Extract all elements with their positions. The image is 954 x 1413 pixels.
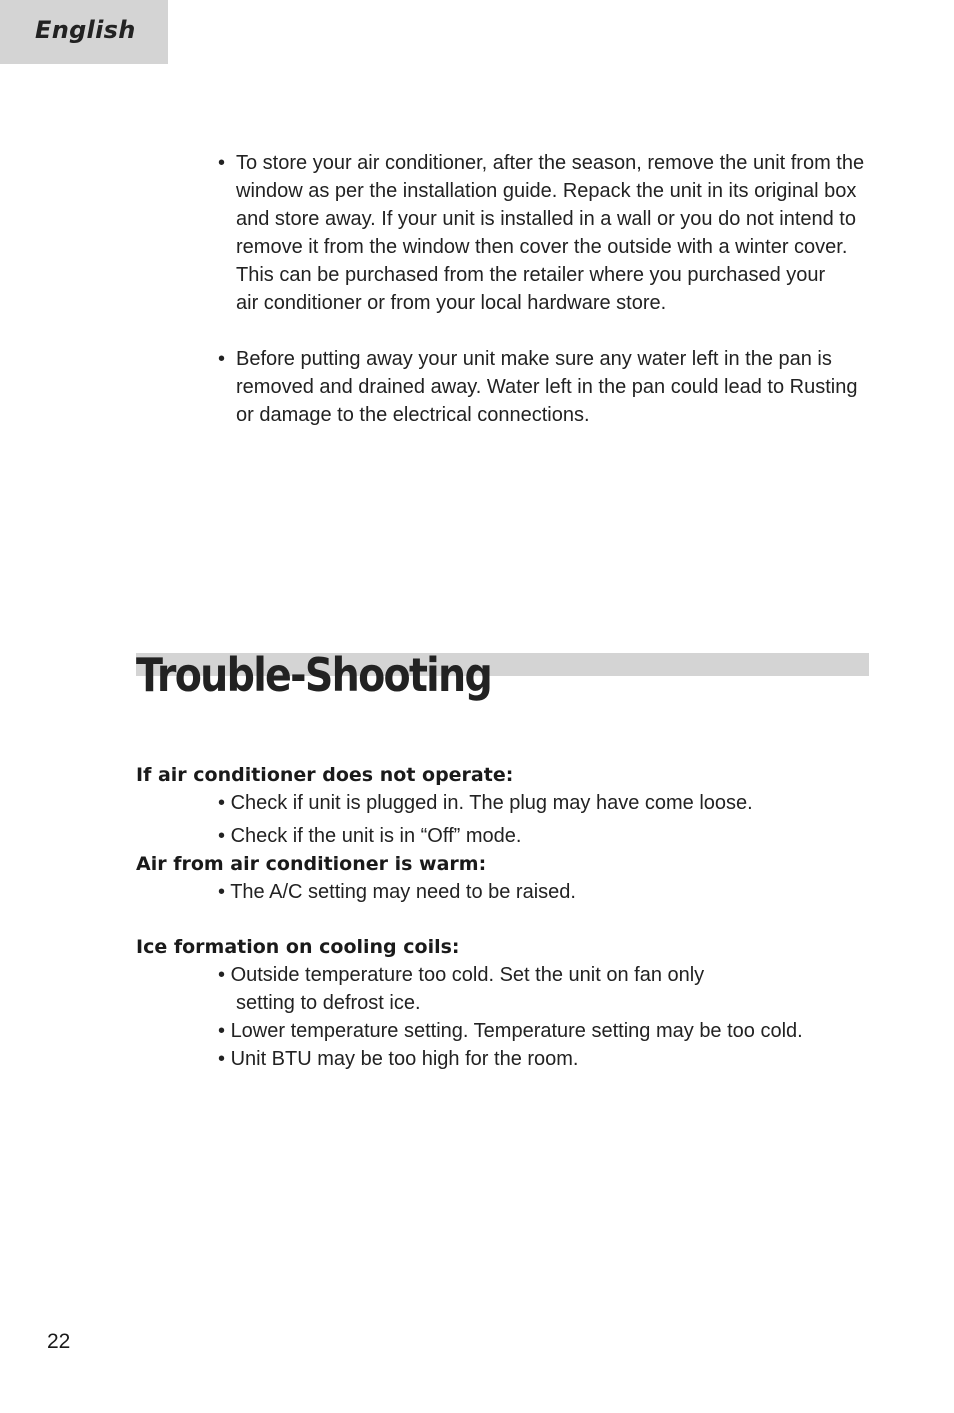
storage-bullet-1 (218, 149, 878, 317)
bullet-line: window as per the installation guide. Repack the unit in its original box (236, 180, 857, 202)
page-number: 22 (47, 1330, 71, 1353)
item-text: The A/C setting may need to be raised. (230, 881, 576, 903)
bullet-dot: • (218, 792, 231, 814)
bullet-line: air conditioner or from your local hardware store. (236, 292, 667, 314)
language-tab (0, 0, 168, 64)
issue-item (218, 878, 576, 906)
issue-heading: Air from air conditioner is warm: (136, 853, 487, 875)
bullet-text: Before putting away your unit make sure any water left in the pan is (236, 348, 832, 370)
language-label: English (35, 16, 136, 44)
bullet-dot: • (218, 964, 231, 986)
bullet-line (218, 345, 878, 373)
bullet-line: and store away. If your unit is installed in a wall or you do not intend to (236, 208, 856, 230)
issue-item (218, 1045, 579, 1073)
bullet-dot: • (218, 152, 226, 174)
item-text: Check if the unit is in “Off” mode. (230, 825, 522, 847)
bullet-dot: • (218, 825, 231, 847)
issue-item (218, 961, 704, 1017)
issue-heading: Ice formation on cooling coils: (136, 936, 460, 958)
bullet-line: remove it from the window then cover the outside with a winter cover. (236, 236, 848, 258)
bullet-line (218, 149, 878, 177)
item-continuation: setting to defrost ice. (236, 992, 421, 1014)
bullet-line: or damage to the electrical connections. (236, 404, 590, 426)
bullet-dot: • (218, 1048, 231, 1070)
bullet-text: To store your air conditioner, after the season, remove the unit from the (236, 152, 865, 174)
storage-bullet-2 (218, 345, 878, 429)
bullet-dot: • (218, 1020, 231, 1042)
issue-item (218, 1017, 803, 1045)
bullet-dot: • (218, 881, 231, 903)
bullet-line: This can be purchased from the retailer where you purchased your (236, 264, 826, 286)
item-text: Check if unit is plugged in. The plug may have come loose. (230, 792, 753, 814)
issue-item (218, 822, 521, 850)
issue-heading: If air conditioner does not operate: (136, 764, 514, 786)
bullet-dot: • (218, 348, 226, 370)
issue-item (218, 789, 753, 817)
bullet-line: removed and drained away. Water left in the pan could lead to Rusting (236, 376, 858, 398)
section-title: Trouble-Shooting (136, 648, 492, 702)
item-text: Outside temperature too cold. Set the unit on fan only (230, 964, 705, 986)
item-text: Lower temperature setting. Temperature setting may be too cold. (230, 1020, 803, 1042)
item-text: Unit BTU may be too high for the room. (230, 1048, 579, 1070)
